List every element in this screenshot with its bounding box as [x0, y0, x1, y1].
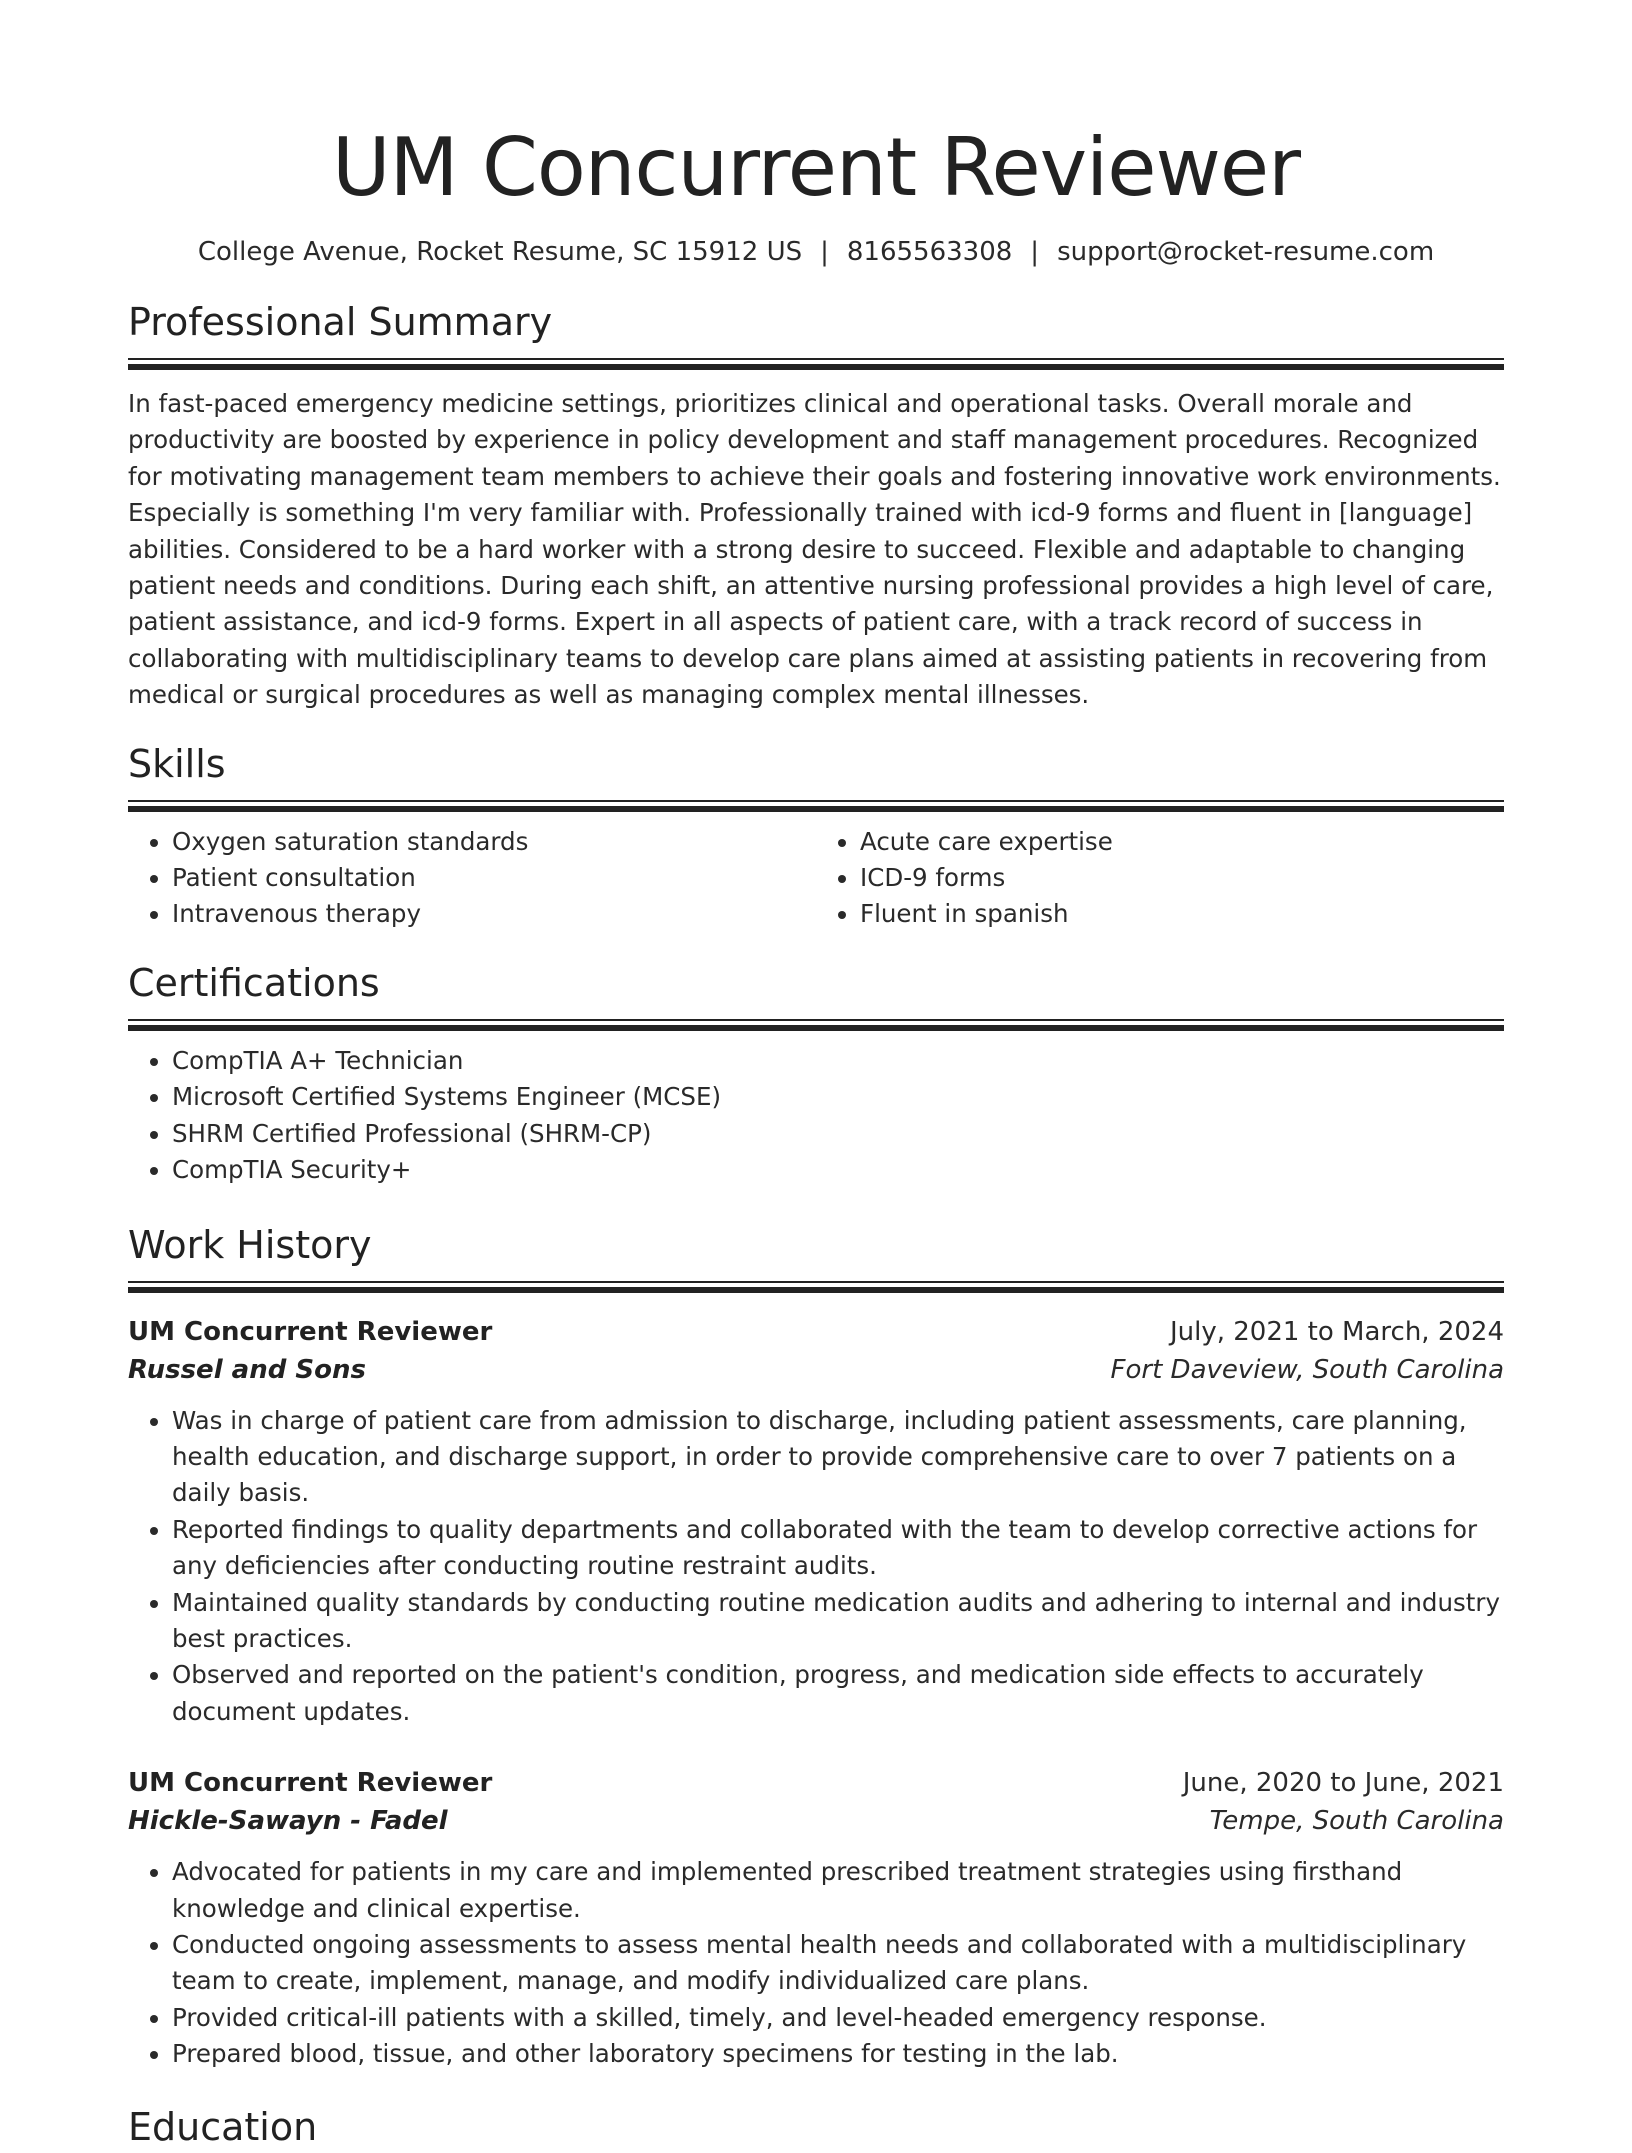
job-header-row — [128, 1313, 1504, 1351]
education-section — [128, 2101, 1504, 2153]
summary-text: In fast-paced emergency medicine settings, prioritizes clinical and operational tasks. Overall morale and productivity are boosted by experience in policy development and staff management procedures. Recognized for motivating management team members to achieve their goals and fostering innovative work environments. Especially is something I'm very familiar with. Professionally trained with icd-9 forms and fluent in [language] abilities. Considered to be a hard worker with a strong desire to succeed. Flexible and adaptable to changing patient needs and conditions. During each shift, an attentive nursing professional provides a high level of care, patient assistance, and icd-9 forms. Expert in all aspects of patient care, with a track record of success in collaborating with multidisciplinary teams to develop care plans aimed at assisting patients in recovering from medical or surgical procedures as well as managing complex mental illnesses. — [128, 389, 1501, 710]
certification-item: • Microsoft Certified Systems Engineer (MCSE) — [172, 1079, 1504, 1115]
skill-item: • Oxygen saturation standards — [172, 824, 816, 860]
skill-item: • Acute care expertise — [860, 824, 1504, 860]
job-bullet: • Maintained quality standards by conducting routine medication audits and adhering to internal and industry best practices. — [172, 1585, 1504, 1658]
job-company: Hickle-Sawayn - Fadel — [128, 1806, 448, 1837]
job-bullet: • Advocated for patients in my care and implemented prescribed treatment strategies using firsthand knowledge and clinical expertise. — [172, 1854, 1504, 1927]
job-entry — [128, 1313, 1504, 1731]
job-subheader-row — [128, 1351, 1504, 1389]
certification-item: • SHRM Certified Professional (SHRM-CP) — [172, 1116, 1504, 1152]
resume-name: UM Concurrent Reviewer — [331, 121, 1301, 214]
certification-item: • CompTIA Security+ — [172, 1152, 1504, 1188]
work-history-section — [128, 1219, 1504, 2073]
contact-separator: | — [1030, 237, 1040, 267]
job-bullet: • Provided critical-ill patients with a skilled, timely, and level-headed emergency response. — [172, 2000, 1504, 2036]
job-company: Russel and Sons — [128, 1354, 366, 1385]
job-entry — [128, 1764, 1504, 2072]
section-divider — [128, 358, 1504, 370]
section-divider — [128, 800, 1504, 812]
job-title: UM Concurrent Reviewer — [128, 1768, 493, 1799]
certification-item: • CompTIA A+ Technician — [172, 1043, 1504, 1079]
skills-list-left — [128, 824, 816, 933]
skills-section — [128, 738, 1504, 933]
job-location: Tempe, South Carolina — [1209, 1806, 1504, 1837]
education-heading: Education — [128, 2104, 318, 2149]
skills-heading: Skills — [128, 741, 226, 786]
job-bullet: • Prepared blood, tissue, and other laboratory specimens for testing in the lab. — [172, 2036, 1504, 2072]
job-bullet: • Was in charge of patient care from admission to discharge, including patient assessments, care planning, health education, and discharge support, in order to provide comprehensive care to over 7 patients on a daily basis. — [172, 1403, 1504, 1512]
section-divider — [128, 1281, 1504, 1293]
certifications-heading: Certifications — [128, 960, 380, 1005]
section-divider — [128, 1019, 1504, 1031]
job-bullets — [128, 1403, 1504, 1731]
job-bullet: • Reported findings to quality departments and collaborated with the team to develop corrective actions for any deficiencies after conducting routine restraint audits. — [172, 1512, 1504, 1585]
contact-address: College Avenue, Rocket Resume, SC 15912 US — [197, 237, 803, 267]
contact-phone: 8165563308 — [846, 237, 1013, 267]
job-dates: July, 2021 to March, 2024 — [1169, 1316, 1504, 1347]
job-dates: June, 2020 to June, 2021 — [1182, 1768, 1504, 1799]
certifications-list — [128, 1043, 1504, 1189]
job-bullets — [128, 1854, 1504, 2072]
job-location: Fort Daveview, South Carolina — [1110, 1354, 1504, 1385]
summary-section — [128, 296, 1504, 714]
skills-list-right — [816, 824, 1504, 933]
contact-email: support@rocket-resume.com — [1057, 237, 1435, 267]
work-history-heading: Work History — [128, 1222, 372, 1267]
contact-line — [128, 234, 1504, 270]
skill-item: • Intravenous therapy — [172, 896, 816, 932]
skill-item: • ICD-9 forms — [860, 860, 1504, 896]
certifications-section — [128, 957, 1504, 1189]
skill-item: • Patient consultation — [172, 860, 816, 896]
job-title: UM Concurrent Reviewer — [128, 1316, 493, 1347]
skill-item: • Fluent in spanish — [860, 896, 1504, 932]
job-bullet: • Conducted ongoing assessments to assess mental health needs and collaborated with a multidisciplinary team to create, implement, manage, and modify individualized care plans. — [172, 1927, 1504, 2000]
job-subheader-row — [128, 1802, 1504, 1840]
summary-heading: Professional Summary — [128, 300, 553, 344]
skills-grid — [128, 812, 1504, 933]
job-bullet: • Observed and reported on the patient's condition, progress, and medication side effects to accurately document updates. — [172, 1657, 1504, 1730]
contact-separator: | — [820, 237, 829, 267]
job-header-row — [128, 1764, 1504, 1802]
